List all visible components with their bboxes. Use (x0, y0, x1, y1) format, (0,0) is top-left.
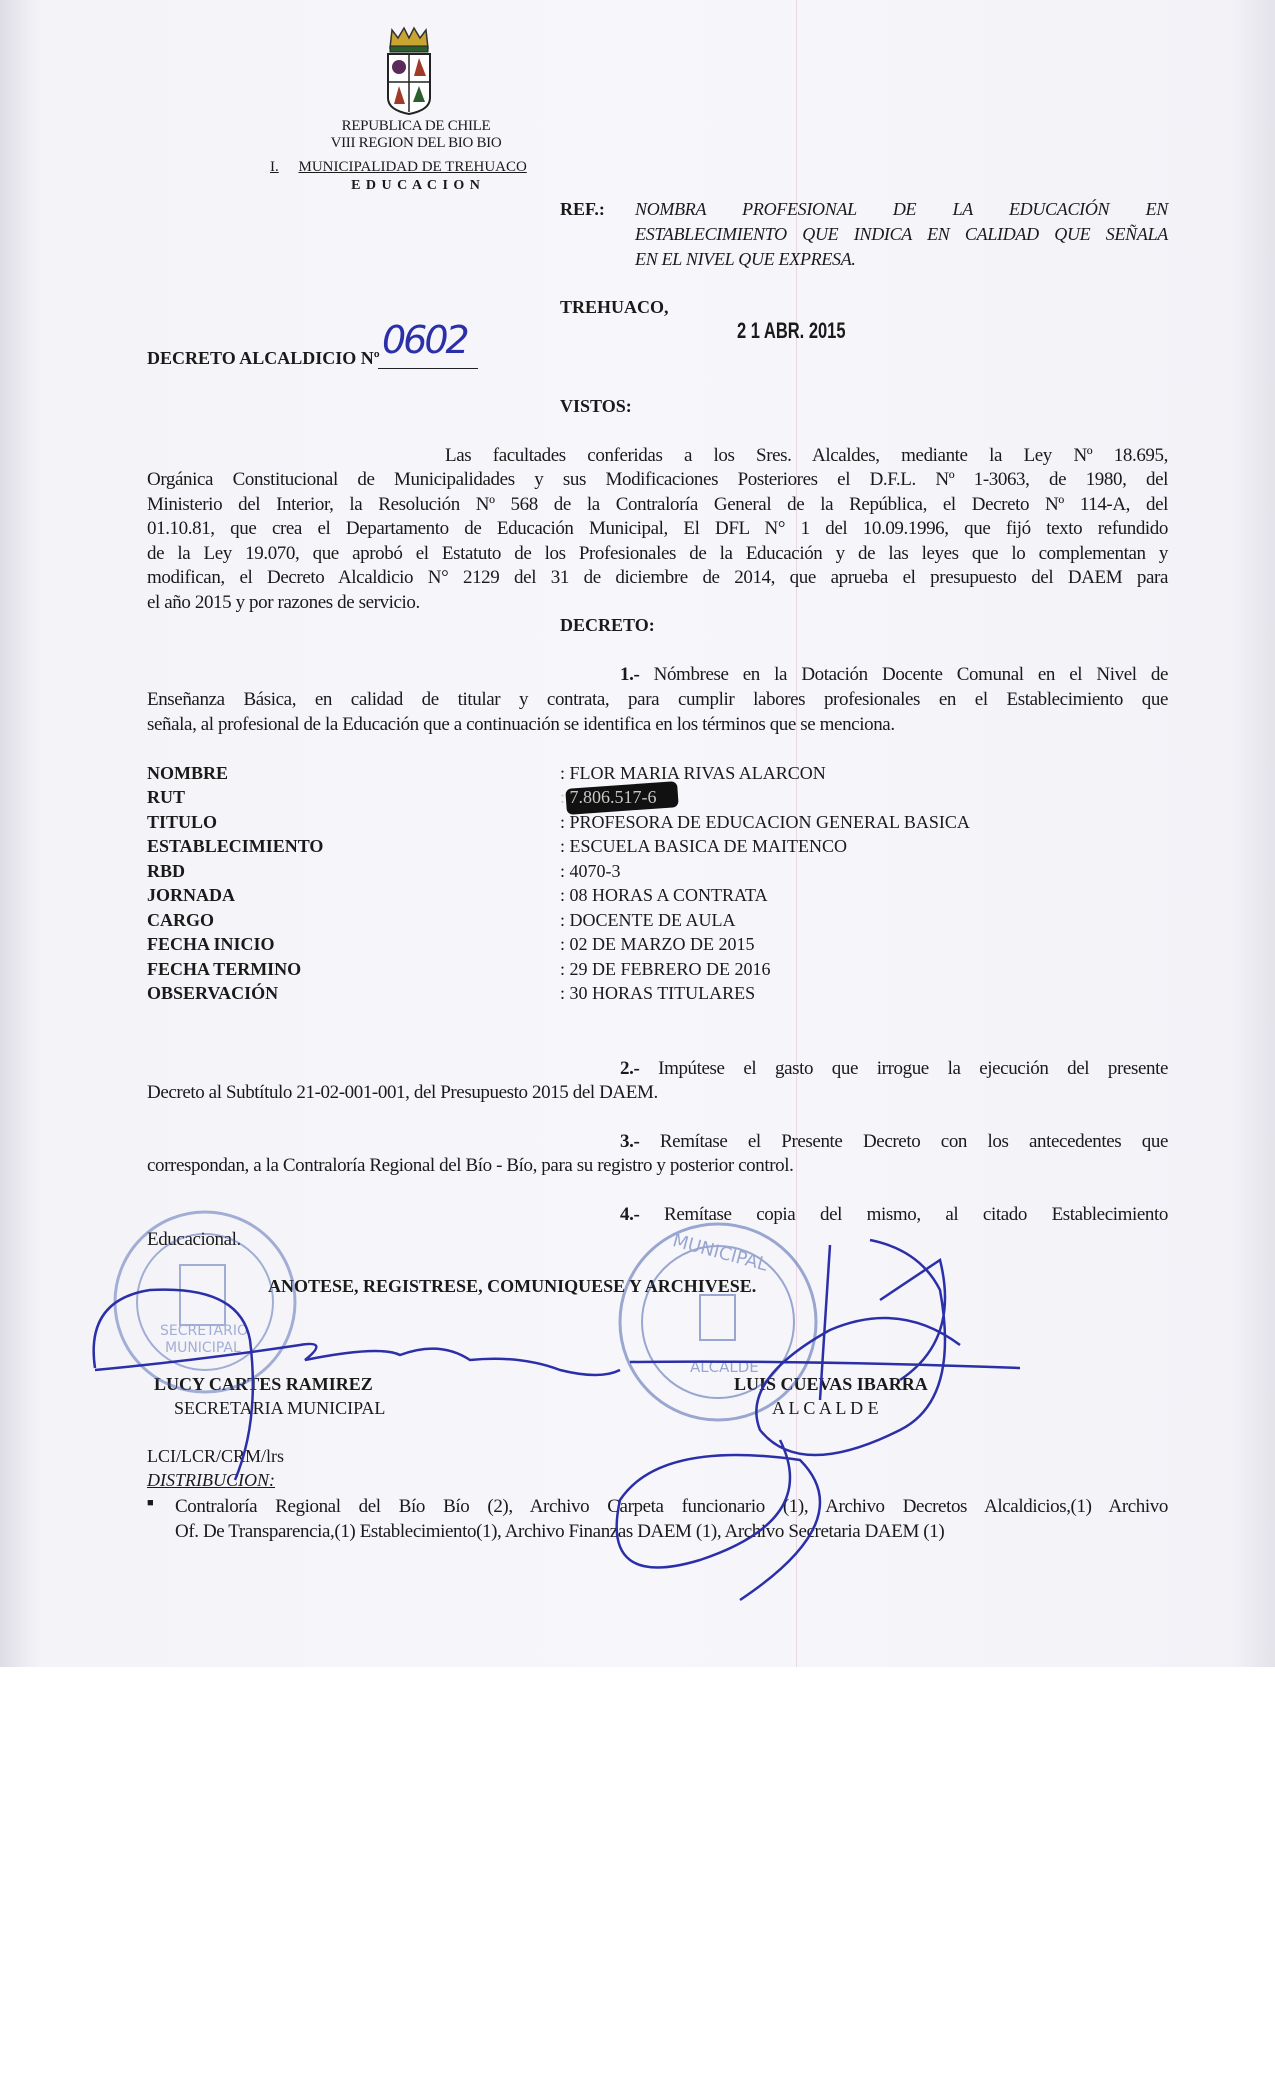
item-2-first-line (620, 1058, 1168, 1080)
svg-text:ALCALDE: ALCALDE (690, 1358, 759, 1376)
item-number: 2.- (620, 1058, 640, 1079)
detail-value: : ESCUELA BASICA DE MAITENCO (560, 836, 848, 856)
detail-label: JORNADA (147, 885, 235, 905)
vistos-line: Las facultades conferidas a los Sres. Alcaldes, mediante la Ley Nº 18.695, (445, 445, 1168, 466)
item-line: correspondan, a la Contraloría Regional del Bío - Bío, para su registro y posterior control. (147, 1155, 794, 1176)
bullet-icon: ■ (147, 1497, 154, 1509)
item-text: Nómbrese en la Dotación Docente Comunal en el Nivel de (653, 664, 1168, 685)
decree-number-label: DECRETO ALCALDICIO Nº (147, 348, 380, 368)
item-line: Enseñanza Básica, en calidad de titular y contrata, para cumplir labores profesionales en el Establecimiento que (147, 689, 1168, 710)
detail-value-rut: : 7.806.517-6 (560, 787, 657, 807)
decree-number-underline (378, 368, 478, 369)
detail-value: : 4070-3 (560, 861, 621, 881)
vistos-line: 01.10.81, que crea el Departamento de Educación Municipal, El DFL N° 1 del 10.09.1996, que fijó texto refundido (147, 518, 1168, 539)
svg-text:MUNICIPAL: MUNICIPAL (670, 1230, 770, 1276)
svg-text:SECRETARIO: SECRETARIO (160, 1323, 248, 1339)
header-republica: REPUBLICA DE CHILE (341, 118, 491, 134)
ref-line: ESTABLECIMIENTO QUE INDICA EN CALIDAD QUE SEÑALA (635, 224, 1168, 244)
detail-label: RUT (147, 787, 186, 807)
vistos-line: Ministerio del Interior, la Resolución Nº 568 de la Contraloría General de la República, el Decreto Nº 114-A, del (147, 494, 1168, 515)
distribution-line: Of. De Transparencia,(1) Establecimiento(1), Archivo Finanzas DAEM (1), Archivo Secretaria DAEM (1) (175, 1521, 945, 1542)
detail-value: : 29 DE FEBRERO DE 2016 (560, 959, 771, 979)
date-stamp: 2 1 ABR. 2015 (737, 318, 846, 343)
detail-label: FECHA TERMINO (147, 959, 302, 979)
ref-label: REF.: (560, 199, 605, 219)
detail-value: : FLOR MARIA RIVAS ALARCON (560, 763, 826, 783)
header-department: E D U C A C I O N (351, 178, 481, 193)
detail-value: : 02 DE MARZO DE 2015 (560, 934, 755, 954)
item-text: Impútese el gasto que irrogue la ejecución del presente (658, 1058, 1168, 1079)
mayor-name: LUIS CUEVAS IBARRA (734, 1374, 928, 1394)
item-3-first-line (620, 1131, 1168, 1153)
vistos-line: el año 2015 y por razones de servicio. (147, 592, 420, 613)
detail-label: OBSERVACIÓN (147, 983, 279, 1003)
detail-value: : DOCENTE DE AULA (560, 910, 736, 930)
vistos-line: de la Ley 19.070, que aprobó el Estatuto de los Profesionales de la Educación y de las leyes que lo complementan y (147, 543, 1168, 564)
detail-value: : PROFESORA DE EDUCACION GENERAL BASICA (560, 812, 970, 832)
secretary-name: LUCY CARTES RAMIREZ (154, 1374, 373, 1394)
detail-label: CARGO (147, 910, 214, 930)
header-municipality (270, 159, 527, 176)
item-4-first-line (620, 1204, 1168, 1226)
place-label: TREHUACO, (560, 297, 669, 317)
header-municipality-name: MUNICIPALIDAD DE TREHUACO (298, 159, 527, 175)
decree-number-handwritten: 0602 (382, 318, 467, 362)
ref-line: EN EL NIVEL QUE EXPRESA. (635, 249, 856, 269)
municipal-crest-logo (384, 26, 434, 116)
vistos-line: Orgánica Constitucional de Municipalidades y sus Modificaciones Posteriores el D.F.L. Nº 1-3063, de 1980, del (147, 469, 1168, 490)
vistos-title: VISTOS: (560, 396, 632, 416)
item-text: Remítase el Presente Decreto con los antecedentes que (659, 1131, 1168, 1152)
distribution-title: DISTRIBUCION: (147, 1470, 275, 1490)
ref-line: NOMBRA PROFESIONAL DE LA EDUCACIÓN EN (635, 199, 1168, 219)
item-number: 4.- (620, 1204, 640, 1225)
decreto-title: DECRETO: (560, 615, 655, 635)
detail-label: NOMBRE (147, 763, 228, 783)
mayor-title: A L C A L D E (772, 1398, 879, 1418)
header-region: VIII REGION DEL BIO BIO (330, 135, 502, 151)
closing-formula: ANOTESE, REGISTRESE, COMUNIQUESE Y ARCHIVESE. (268, 1276, 757, 1296)
detail-label: RBD (147, 861, 186, 881)
detail-label: FECHA INICIO (147, 934, 275, 954)
item-number: 3.- (620, 1131, 640, 1152)
detail-label: TITULO (147, 812, 218, 832)
svg-text:MUNICIPAL: MUNICIPAL (165, 1340, 241, 1356)
detail-label: ESTABLECIMIENTO (147, 836, 324, 856)
vistos-line: modifican, el Decreto Alcaldicio N° 2129 del 31 de diciembre de 2014, que aprueba el presupuesto del DAEM para (147, 567, 1168, 588)
secretary-title: SECRETARIA MUNICIPAL (174, 1398, 386, 1418)
initials: LCI/LCR/CRM/lrs (147, 1446, 285, 1466)
item-line: Decreto al Subtítulo 21-02-001-001, del Presupuesto 2015 del DAEM. (147, 1082, 658, 1103)
item-number: 1.- (620, 664, 640, 685)
item-line: Educacional. (147, 1229, 241, 1250)
item-text: Remítase copia del mismo, al citado Establecimiento (664, 1204, 1168, 1225)
detail-value: : 08 HORAS A CONTRATA (560, 885, 768, 905)
item-1-first-line (620, 664, 1168, 686)
distribution-line: Contraloría Regional del Bío Bío (2), Archivo Carpeta funcionario (1), Archivo Decretos Alcaldicios,(1) Archivo (175, 1496, 1168, 1517)
detail-value: : 30 HORAS TITULARES (560, 983, 756, 1003)
header-municipality-prefix: I. (270, 159, 279, 175)
item-line: señala, al profesional de la Educación que a continuación se identifica en los términos que se menciona. (147, 714, 895, 735)
